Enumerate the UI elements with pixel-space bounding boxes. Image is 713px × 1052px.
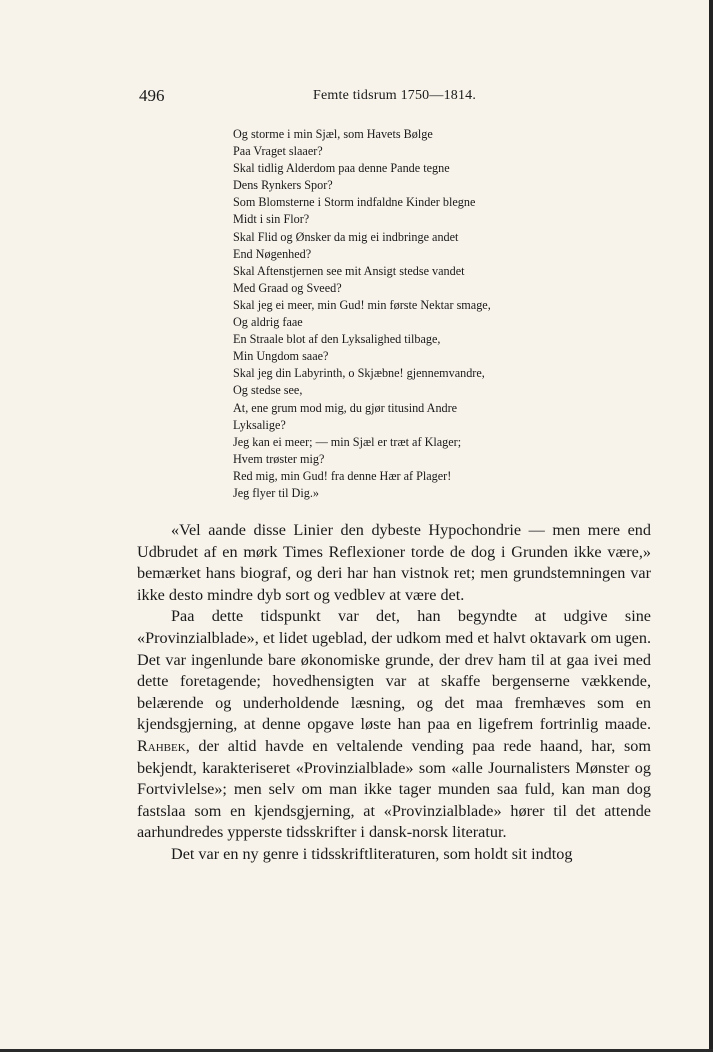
poem-line: Som Blomsterne i Storm indfaldne Kinder blegne xyxy=(233,195,476,210)
poem-line: Midt i sin Flor? xyxy=(233,212,310,227)
poem-block xyxy=(233,126,593,502)
poem-line: Skal Flid og Ønsker da mig ei indbringe andet xyxy=(233,229,459,244)
poem-line: At, ene grum mod mig, du gjør titusind Andre xyxy=(233,400,458,415)
poem-line: Skal jeg ei meer, min Gud! min første Nektar smage, xyxy=(233,297,491,312)
running-title: Femte tidsrum 1750—1814. xyxy=(313,88,477,103)
page-header xyxy=(139,86,651,110)
body-text xyxy=(137,520,651,866)
poem-line: Lyksalige? xyxy=(233,417,286,432)
paragraph-2-part-2: , der altid havde en veltalende vending paa rede haand, har, som bekjendt, karakteriseret «Provinzialblade» som «alle Journalisters Mønster og Fortvivlelse»; men selv om man ikke tager munden saa fuld, kan man dog fastslaa som en kjendsgjerning, at «Provinzialblade» hører til det attende aarhundredes ypperste tidsskrifter i dansk-norsk literatur. xyxy=(137,736,651,842)
poem-line: Med Graad og Sveed? xyxy=(233,280,342,295)
poem-line: Jeg flyer til Dig.» xyxy=(233,485,319,500)
poem-line: Hvem trøster mig? xyxy=(233,451,325,466)
poem-line: Jeg kan ei meer; — min Sjæl er træt af Klager; xyxy=(233,434,462,449)
poem-line: Red mig, min Gud! fra denne Hær af Plager! xyxy=(233,468,452,483)
poem-line: Og aldrig faae xyxy=(233,315,303,330)
paragraph-2 xyxy=(137,606,651,844)
poem-line: End Nøgenhed? xyxy=(233,246,312,261)
poem-line: Og storme i min Sjæl, som Havets Bølge xyxy=(233,127,433,141)
page-number: 496 xyxy=(139,86,165,105)
author-name-rahbek: Rahbek xyxy=(137,736,186,755)
poem-line: Skal Aftenstjernen see mit Ansigt stedse vandet xyxy=(233,263,465,278)
paragraph-1: «Vel aande disse Linier den dybeste Hypochondrie — men mere end Udbrudet af en mørk Times Reflexioner torde de dog i Grunden ikke være,» bemærket hans biograf, og deri har han vistnok ret; men grundstemningen var ikke desto mindre dyb sort og vedblev at være det. xyxy=(137,521,651,604)
poem-line: Min Ungdom saae? xyxy=(233,349,329,364)
paragraph-3: Det var en ny genre i tidsskriftliteraturen, som holdt sit indtog xyxy=(171,844,573,863)
paragraph-2-part-1: Paa dette tidspunkt var det, han begyndte at udgive sine «Provinzialblade», et lidet ugeblad, der udkom med et halvt oktavark om ugen. Det var ingenlunde bare økonomiske grunde, der drev ham til at gaa ivei med dette foretagende; hovedhensigten var at skaffe bergenserne vækkende, belærende og underholdende læsning, og det maa fremhæves som en kjendsgjerning, at denne opgave løste han paa en ligefrem fortrinlig maade. xyxy=(137,607,651,734)
poem-line: Skal jeg din Labyrinth, o Skjæbne! gjennemvandre, xyxy=(233,366,485,381)
poem-line: En Straale blot af den Lyksalighed tilbage, xyxy=(233,332,441,347)
poem-line: Paa Vraget slaaer? xyxy=(233,144,323,159)
page-edge-right xyxy=(709,0,713,1052)
poem-line: Skal tidlig Alderdom paa denne Pande tegne xyxy=(233,161,450,176)
poem-line: Og stedse see, xyxy=(233,383,303,398)
poem-line: Dens Rynkers Spor? xyxy=(233,178,333,193)
